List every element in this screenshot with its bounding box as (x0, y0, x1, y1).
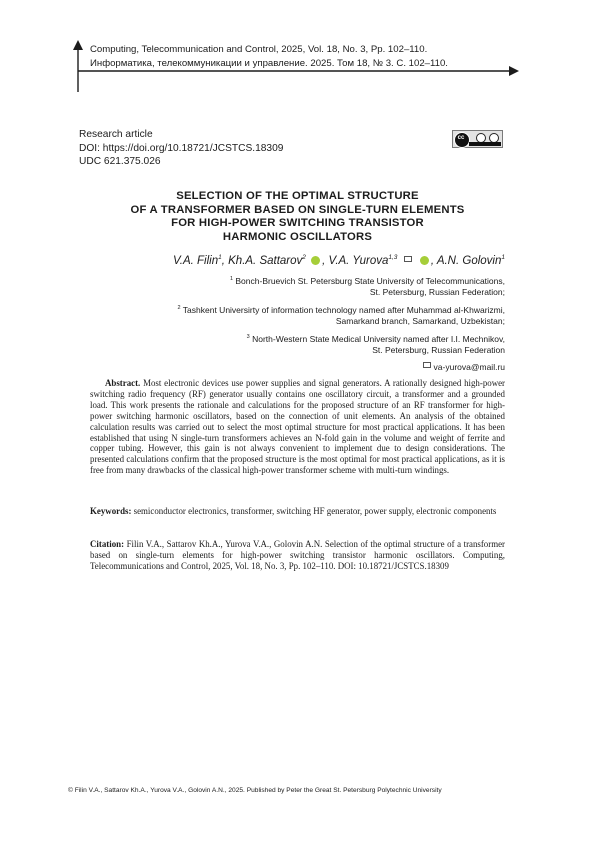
affiliation-number: 2 (177, 305, 181, 312)
doi-link[interactable]: DOI: https://doi.org/10.18721/JCSTCS.18309 (79, 142, 284, 154)
affiliation (100, 274, 505, 299)
udc-code: UDC 621.375.026 (79, 156, 161, 167)
running-header (0, 0, 595, 90)
keywords (90, 506, 505, 517)
citation-label: Citation: (90, 539, 125, 549)
cc-icon-label: cc (457, 135, 465, 141)
author-list: V.A. Filin$^1$, Kh.A. Sattarov$^2$ , V.A. Yurova$^{1,3}$ , A.N. Golovin$^1$ (172, 254, 505, 267)
affiliations (100, 274, 505, 374)
author-name: Kh.A. Sattarov (228, 254, 303, 267)
affiliation-line: Samarkand branch, Samarkand, Uzbekistan; (335, 316, 505, 327)
author-name: V.A. Filin (172, 254, 219, 267)
author-name: A.N. Golovin (436, 254, 502, 267)
author-affiliation-mark: 1,3 (388, 254, 398, 261)
citation-text: Filin V.A., Sattarov Kh.A., Yurova V.A., Golovin A.N. Selection of the optimal structure of a transformer based on single-turn elements for high-power switching transistor harmonic oscillators. Computing, Telecommunications and Control, 2025, Vol. 18, No. 3, Pp. 102–110. DOI: 10.18721/JCSTCS.18309 (90, 539, 505, 571)
author-affiliation-mark: 1 (501, 254, 505, 261)
abstract (90, 378, 505, 476)
keywords-text: semiconductor electronics, transformer, switching HF generator, power supply, electronic components (133, 506, 497, 516)
abstract-label: Abstract. (105, 378, 141, 388)
article-title (60, 190, 535, 244)
affiliation-number: 1 (229, 276, 234, 282)
orcid-icon[interactable] (311, 256, 320, 265)
citation (90, 539, 505, 572)
author-name: V.A. Yurova (328, 254, 389, 267)
header-axis-arrows (0, 0, 595, 95)
article-meta (79, 128, 283, 169)
journal-line-english: Computing, Telecommunication and Control, 2025, Vol. 18, No. 3, Pp. 102–110. (90, 44, 428, 55)
keywords-label: Keywords: (90, 506, 132, 516)
article-type: Research article (79, 129, 153, 140)
envelope-icon (404, 256, 412, 262)
title-line: SELECTION OF THE OPTIMAL STRUCTURE (176, 190, 419, 202)
title-line: FOR HIGH-POWER SWITCHING TRANSISTOR (171, 217, 424, 229)
affiliation-line: St. Petersburg, Russian Federation (372, 345, 505, 356)
title-line: HARMONIC OSCILLATORS (222, 230, 373, 243)
license-strip (469, 142, 501, 146)
email-address[interactable]: va-yurova@mail.ru (433, 362, 505, 373)
affiliation (100, 332, 505, 357)
author-affiliation-mark: 2 (302, 254, 306, 261)
contact-email (100, 362, 505, 374)
journal-line-russian: Информатика, телекоммуникации и управление. 2025. Том 18, № 3. С. 102–110. (90, 58, 448, 69)
affiliation-line: Bonch-Bruevich St. Petersburg State University of Telecommunications, (235, 275, 505, 286)
author-affiliation-mark: 1 (218, 254, 222, 261)
affiliation-line: St. Petersburg, Russian Federation; (369, 287, 505, 298)
cc-license-badge[interactable] (452, 130, 503, 148)
envelope-icon (423, 362, 431, 368)
affiliation-line: North-Western State Medical University named after I.I. Mechnikov, (252, 333, 505, 344)
affiliation-line: Tashkent Universirty of information technology named after Muhammad al-Khwarizmi, (182, 304, 505, 315)
abstract-text: Most electronic devices use power supplies and signal generators. A rationally designed high-power switching radio frequency (RF) generator usually contains one oscillatory circuit, a transformer and a grounded load. This work presents the rationale and calculations for the proposed structure of an RF transformer for high-power switching harmonic oscillators, based on the connection of unit elements. An analysis of the obtained calculation results was carried out to select the most optimal structure for most practical applications. It has been established that using N single-turn transformers achieves an N-fold gain in the volume and weight of ferrite and copper tubing. However, this gain is not always convenient to implement due to design considerations. The presented calculations confirm that the proposed structure is the most optimal for most practical applications, as it is free from many drawbacks of the classical high-power transformer scheme with multi-turn windings. (90, 378, 505, 476)
affiliation-number: 3 (246, 334, 250, 341)
orcid-icon[interactable] (420, 256, 429, 265)
affiliation (100, 303, 505, 328)
copyright-footer: © Filin V.A., Sattarov Kh.A., Yurova V.A., Golovin A.N., 2025. Published by Peter the Great St. Petersburg Polytechnic University (68, 787, 442, 794)
title-line: OF A TRANSFORMER BASED ON SINGLE-TURN ELEMENTS (130, 203, 465, 216)
